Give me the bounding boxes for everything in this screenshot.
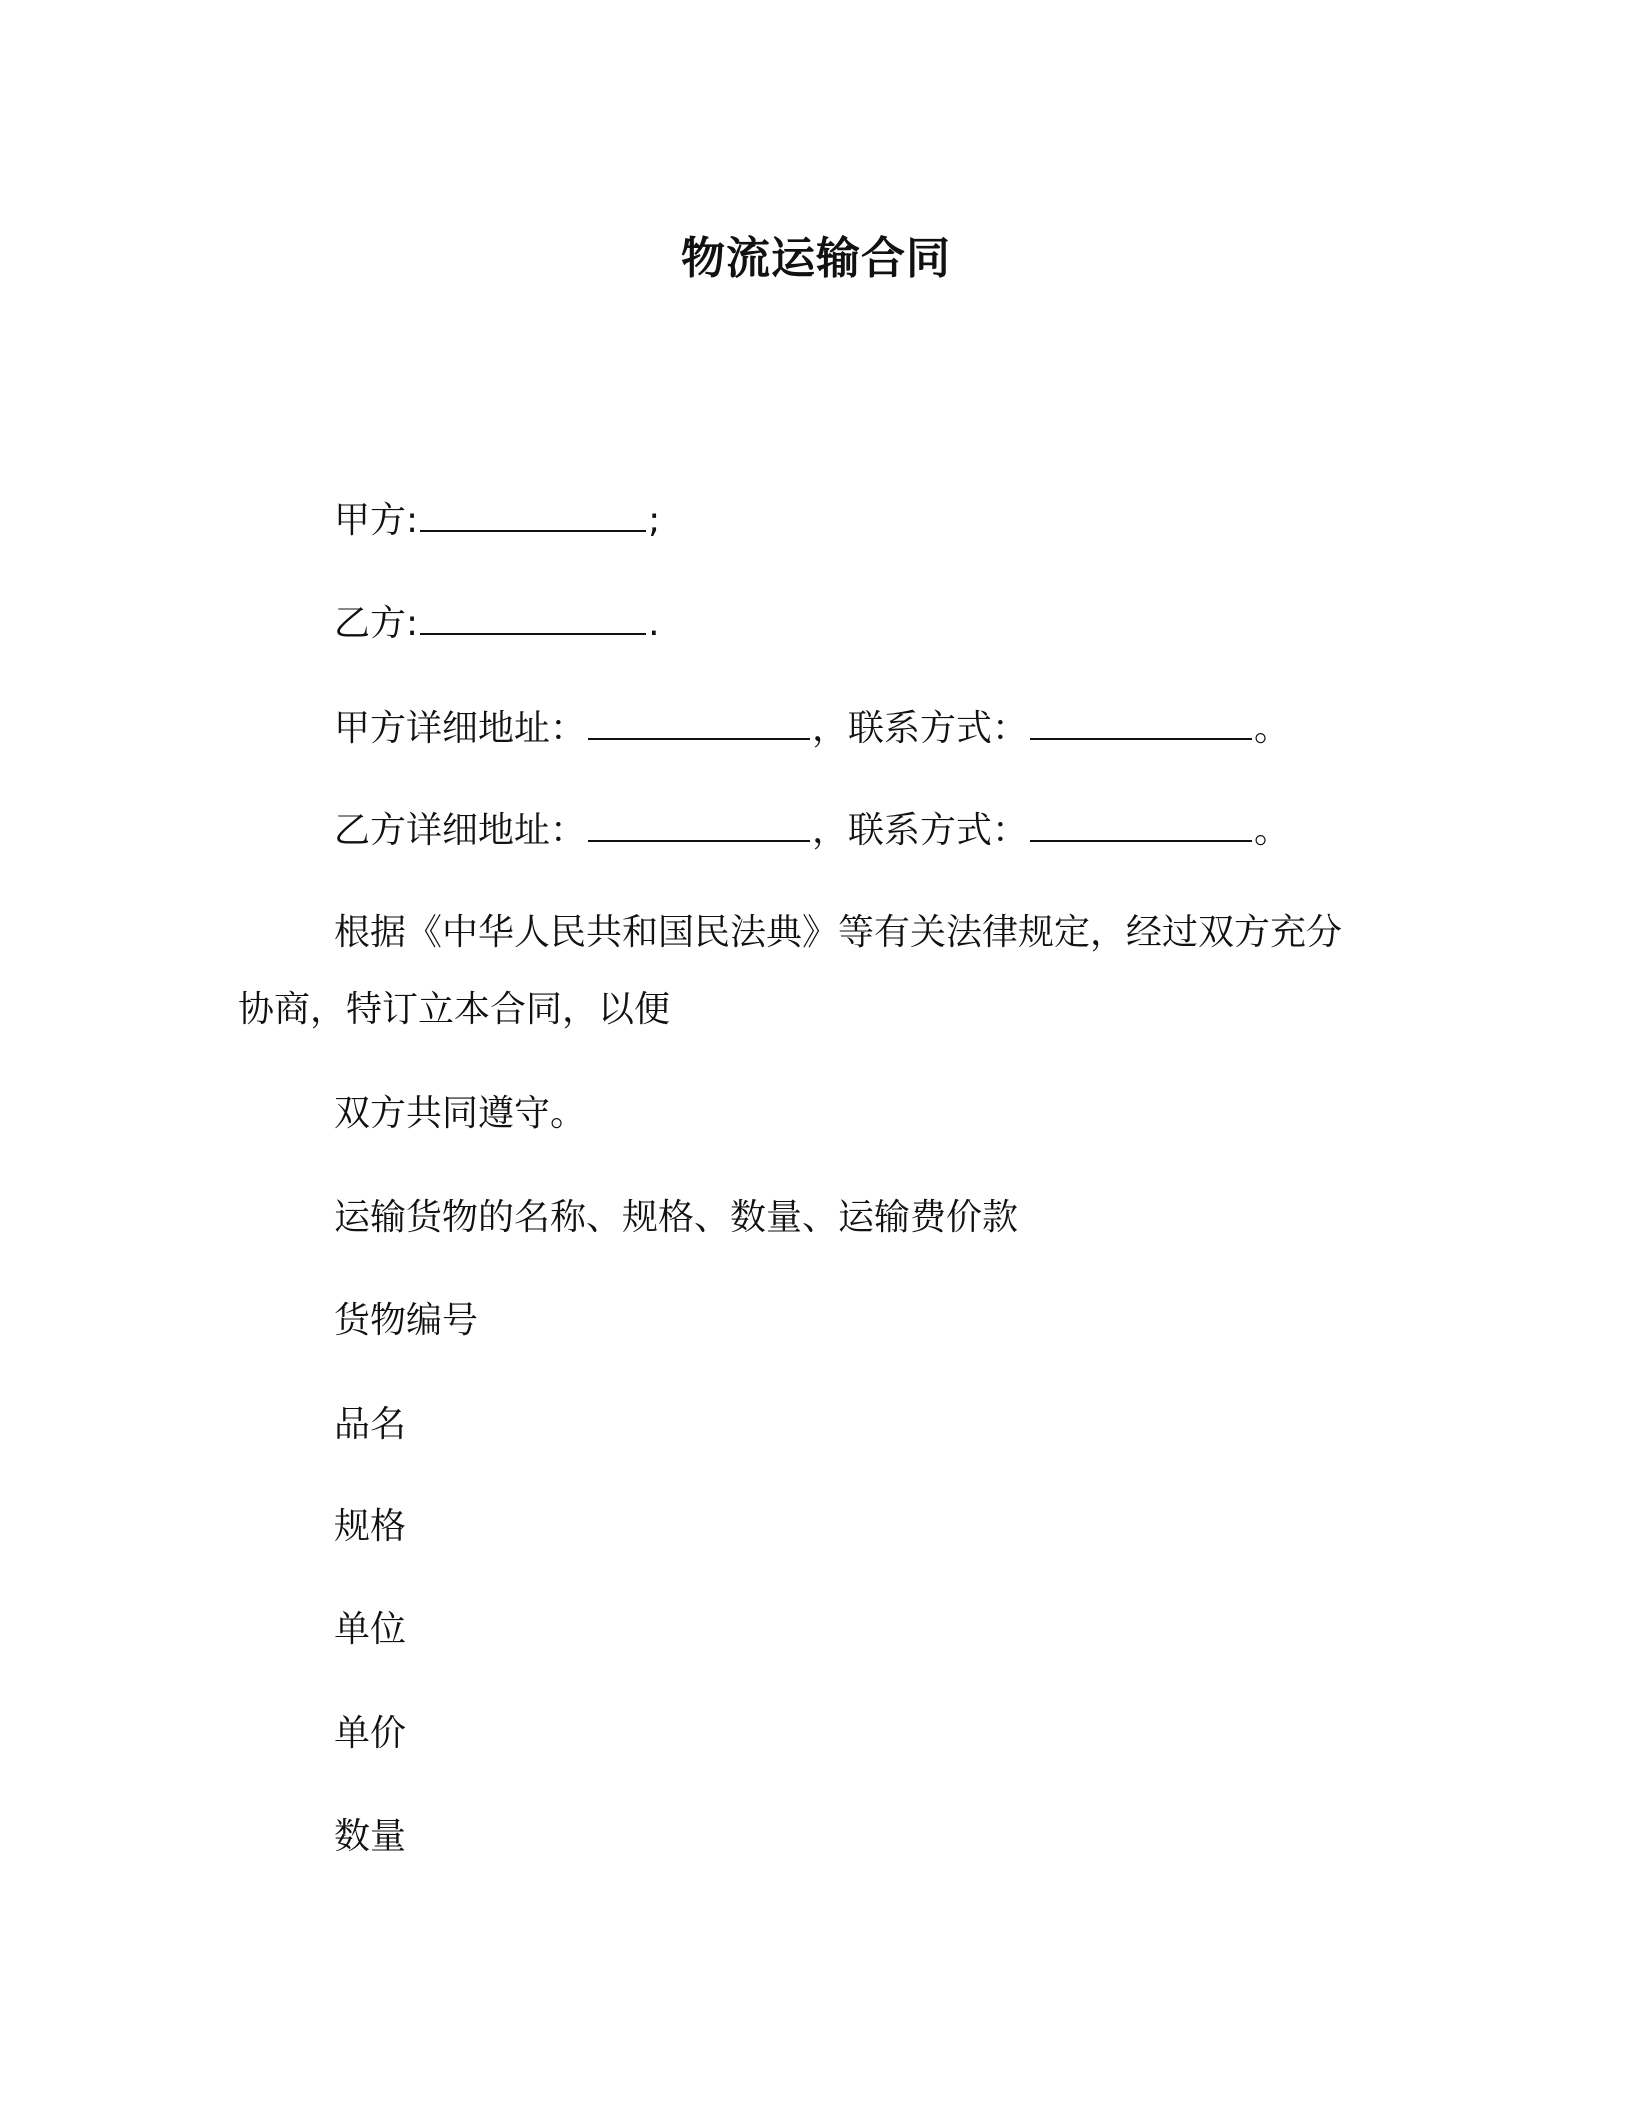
preamble-line-3: 双方共同遵守。 <box>334 1093 587 1134</box>
party-a-line <box>334 498 660 543</box>
preamble-line-1: 根据《中华人民共和国民法典》等有关法律规定，经过双方充分 <box>334 912 1343 953</box>
field-goods-number: 货物编号 <box>334 1300 479 1341</box>
document-title: 物流运输合同 <box>681 233 951 284</box>
party-b-blank[interactable] <box>420 601 646 635</box>
party-b-address-label: 乙方详细地址： <box>334 810 587 851</box>
party-a-address-end: 。 <box>1254 708 1291 749</box>
field-product-name: 品名 <box>334 1404 407 1445</box>
party-b-contact-blank[interactable] <box>1030 808 1252 842</box>
party-b-line <box>334 601 660 646</box>
party-a-blank[interactable] <box>420 498 646 532</box>
party-b-contact-label: ，联系方式： <box>812 810 1029 851</box>
party-b-address-blank[interactable] <box>588 808 810 842</box>
party-b-address-end: 。 <box>1254 810 1291 851</box>
party-b-end: . <box>648 603 660 644</box>
party-a-address-blank[interactable] <box>588 706 810 740</box>
party-a-address-line <box>334 706 1290 751</box>
field-unit-price: 单价 <box>334 1713 407 1754</box>
party-a-address-label: 甲方详细地址： <box>334 708 587 749</box>
field-specification: 规格 <box>334 1506 407 1547</box>
preamble-line-2: 协商，特订立本合同，以便 <box>238 989 671 1030</box>
party-a-contact-blank[interactable] <box>1030 706 1252 740</box>
field-quantity: 数量 <box>334 1816 407 1857</box>
party-a-contact-label: ，联系方式： <box>812 708 1029 749</box>
section-heading: 运输货物的名称、规格、数量、运输费价款 <box>334 1197 1019 1238</box>
field-unit: 单位 <box>334 1609 407 1650</box>
party-a-end: ; <box>648 500 661 541</box>
party-b-label: 乙方: <box>334 603 419 644</box>
party-a-label: 甲方: <box>334 500 419 541</box>
party-b-address-line <box>334 808 1290 853</box>
